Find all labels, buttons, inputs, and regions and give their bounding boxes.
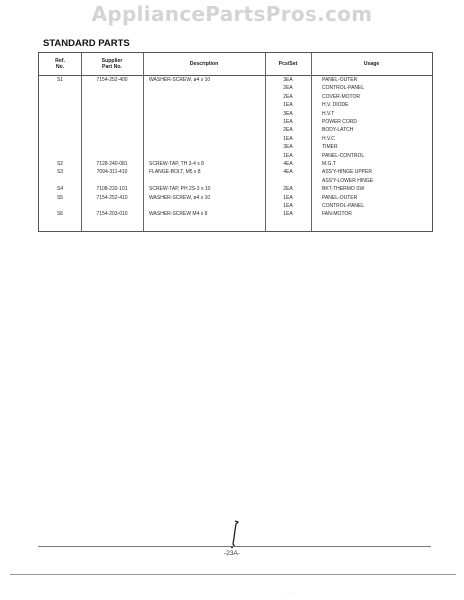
pcs-set-cell: 3EA: [283, 77, 293, 83]
usage-cell: H.V. DIODE: [322, 102, 349, 109]
pcs-set-cell: 1EA: [283, 194, 293, 201]
pcs-set-cell: 2EA: [283, 93, 293, 100]
table-row: [39, 185, 432, 193]
usage-cell: H.V.C: [322, 135, 335, 142]
usage-cell: BKT-THERMO SW: [322, 186, 365, 193]
page-number: -23A-: [224, 550, 240, 557]
table-row: [39, 177, 432, 185]
supplier-part-no-cell: 7154-203-010: [96, 211, 128, 218]
pcs-set-cell: 1EA: [283, 119, 293, 125]
table-row: [39, 210, 432, 218]
pcs-set-cell: 1EA: [283, 203, 293, 209]
usage-cell: CONTROL-PANEL: [322, 203, 365, 209]
table-row: [39, 126, 432, 134]
table-row: [39, 84, 432, 92]
table-row: [39, 110, 432, 118]
description-cell: WASHER-SCREW M4 x 8: [149, 211, 208, 218]
header-usage: Usage: [363, 61, 380, 67]
table-row: [39, 135, 432, 143]
ref-cell: S1: [56, 77, 64, 83]
usage-cell: BODY-LATCH: [322, 127, 354, 134]
table-row: [39, 202, 432, 210]
pcs-set-cell: 1EA: [283, 102, 293, 109]
watermark: AppliancePartsPros.com: [91, 2, 373, 26]
table-row: [39, 101, 432, 109]
ref-cell: S6: [56, 211, 64, 218]
supplier-part-no-cell: 7128-240-081: [96, 161, 128, 167]
table-row: [39, 93, 432, 101]
usage-cell: FAN-MOTOR: [322, 211, 352, 218]
pcs-set-cell: 2EA: [283, 85, 293, 92]
header-supplier-line2: Part No.: [102, 64, 122, 70]
description-cell: WASHER-SCREW, ø4 x 10: [149, 194, 211, 201]
header-supplier-part-no: [81, 53, 143, 75]
description-cell: WASHER-SCREW, ø4 x 10: [149, 77, 211, 83]
table-row: [39, 143, 432, 151]
usage-cell: TIMER: [322, 144, 338, 151]
table-header: [39, 53, 432, 76]
usage-cell: ASS'Y-HINGE UPPER: [322, 169, 372, 176]
header-description: Description: [189, 61, 219, 67]
usage-cell: COVER-MOTOR: [322, 93, 360, 100]
pcs-set-cell: 3EA: [283, 110, 293, 117]
ref-cell: S2: [56, 161, 64, 167]
usage-cell: ASS'Y-LOWER HINGE: [322, 177, 374, 184]
table-row: [39, 194, 432, 202]
usage-cell: M.G.T: [322, 161, 336, 167]
usage-cell: PANEL-CONTROL: [322, 152, 365, 159]
table-row: [39, 152, 432, 160]
usage-cell: CONTROL-PANEL: [322, 85, 365, 92]
supplier-part-no-cell: 7108-232-101: [96, 186, 128, 193]
usage-cell: POWER CORD: [322, 119, 357, 125]
header-ref-line2: No.: [55, 64, 65, 70]
usage-cell: PANEL-OUTER: [322, 77, 358, 83]
ref-cell: S3: [56, 169, 64, 176]
ref-cell: S5: [56, 194, 64, 201]
header-ref-no: [39, 53, 81, 75]
ref-cell: S4: [56, 186, 64, 193]
usage-cell: PANEL-OUTER: [322, 194, 358, 201]
description-cell: FLANGE-BOLT, M5 x 8: [149, 169, 201, 176]
pcs-set-cell: 2EA: [283, 186, 293, 193]
table-row: [39, 160, 432, 168]
header-supplier-line1: Supplier: [101, 58, 123, 64]
table-row: [39, 118, 432, 126]
pcs-set-cell: 1EA: [283, 135, 293, 142]
page-bottom-rule: [10, 574, 456, 575]
parts-table: [38, 52, 433, 232]
supplier-part-no-cell: 7154-252-400: [96, 77, 128, 83]
footer-rule: [38, 546, 431, 547]
supplier-part-no-cell: 7094-311-410: [96, 169, 128, 176]
pcs-set-cell: 1EA: [283, 152, 293, 159]
pcs-set-cell: 4EA: [283, 161, 293, 167]
pcs-set-cell: 1EA: [283, 211, 293, 218]
description-cell: SCREW-TAP, PH 2S-3 x 10: [149, 186, 211, 193]
description-cell: SCREW-TAP, TH 3-4 x 8: [149, 161, 204, 167]
usage-cell: H.V.T: [322, 110, 335, 117]
header-pcs-set: Pcs/Set: [278, 61, 298, 67]
pcs-set-cell: 3EA: [283, 144, 293, 151]
pcs-set-cell: 4EA: [283, 169, 293, 176]
table-row: [39, 76, 432, 84]
pcs-set-cell: 2EA: [283, 127, 293, 134]
header-ref-line1: Ref.: [55, 58, 65, 64]
section-title: STANDARD PARTS: [43, 38, 130, 49]
supplier-part-no-cell: 7154-252-410: [96, 194, 128, 201]
scan-dots: · ·: [286, 590, 297, 596]
table-row: [39, 168, 432, 176]
